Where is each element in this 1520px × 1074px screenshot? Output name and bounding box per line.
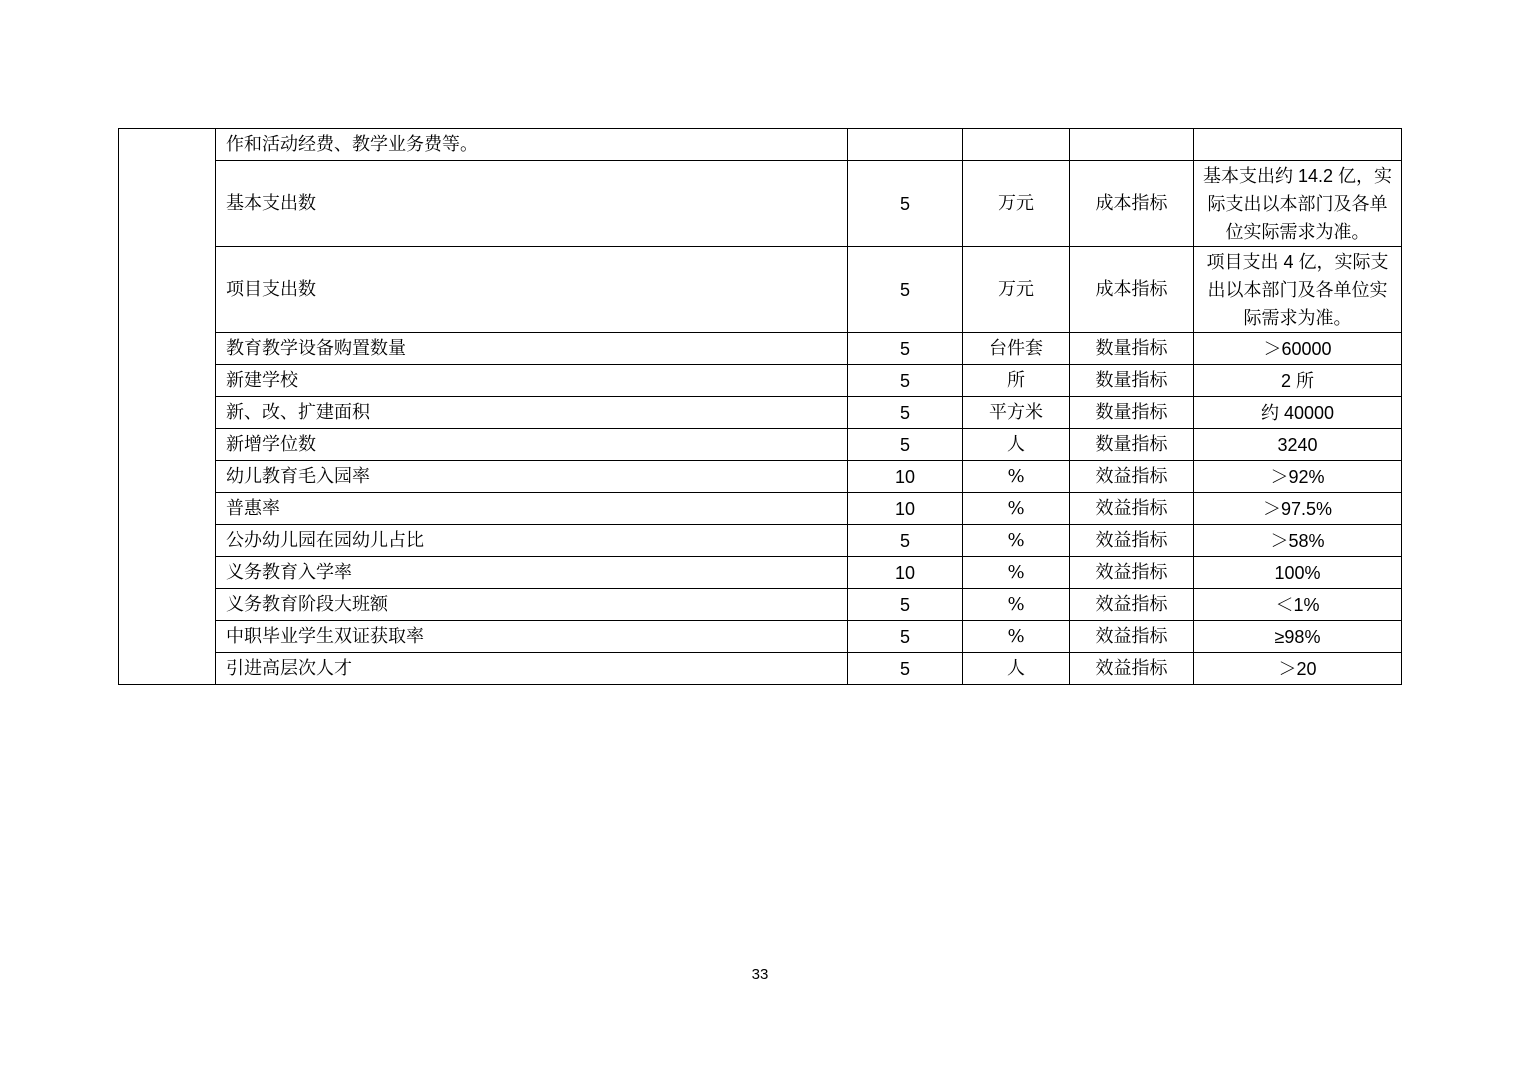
indicator-weight: 5 [848,589,963,621]
performance-indicator-table [118,128,1402,685]
table-row [119,429,1402,461]
table-row [119,397,1402,429]
indicator-type: 效益指标 [1070,621,1194,653]
indicator-value: 基本支出约 14.2 亿，实际支出以本部门及各单位实际需求为准。 [1194,161,1402,247]
indicator-weight: 5 [848,429,963,461]
indicator-name: 项目支出数 [216,247,848,333]
indicator-value: 2 所 [1194,365,1402,397]
indicator-name: 新建学校 [216,365,848,397]
indicator-unit: 平方米 [963,397,1070,429]
indicator-type: 数量指标 [1070,333,1194,365]
indicator-weight: 5 [848,365,963,397]
table-row [119,589,1402,621]
indicator-value: ＞92% [1194,461,1402,493]
indicator-unit: 台件套 [963,333,1070,365]
indicator-weight: 5 [848,247,963,333]
indicator-weight: 5 [848,333,963,365]
indicator-name: 作和活动经费、教学业务费等。 [216,129,848,161]
indicator-weight: 5 [848,525,963,557]
indicator-type: 数量指标 [1070,365,1194,397]
indicator-name: 中职毕业学生双证获取率 [216,621,848,653]
indicator-name: 教育教学设备购置数量 [216,333,848,365]
indicator-weight: 10 [848,493,963,525]
indicator-unit: % [963,461,1070,493]
indicator-name: 公办幼儿园在园幼儿占比 [216,525,848,557]
table-row [119,621,1402,653]
indicator-type: 效益指标 [1070,493,1194,525]
indicator-value: 3240 [1194,429,1402,461]
indicator-unit: % [963,621,1070,653]
indicator-weight: 5 [848,621,963,653]
indicator-name: 新、改、扩建面积 [216,397,848,429]
indicator-value: 100% [1194,557,1402,589]
table-row [119,365,1402,397]
indicator-value: ＞58% [1194,525,1402,557]
indicator-value: ＞97.5% [1194,493,1402,525]
table-row [119,461,1402,493]
merged-category-cell [119,129,216,685]
indicator-weight: 10 [848,557,963,589]
table-row [119,525,1402,557]
indicator-unit: 万元 [963,247,1070,333]
indicator-unit: % [963,525,1070,557]
indicator-weight: 10 [848,461,963,493]
indicator-unit [963,129,1070,161]
indicator-name: 引进高层次人才 [216,653,848,685]
table-row [119,557,1402,589]
indicator-unit: 所 [963,365,1070,397]
indicator-type: 成本指标 [1070,247,1194,333]
indicator-name: 幼儿教育毛入园率 [216,461,848,493]
indicator-name: 基本支出数 [216,161,848,247]
indicator-value: ＜1% [1194,589,1402,621]
indicator-unit: % [963,557,1070,589]
table-row [119,161,1402,247]
indicator-value: ＞20 [1194,653,1402,685]
indicator-weight [848,129,963,161]
indicator-name: 普惠率 [216,493,848,525]
page-number: 33 [751,966,769,983]
indicator-type: 效益指标 [1070,557,1194,589]
indicator-name: 义务教育阶段大班额 [216,589,848,621]
indicator-unit: 万元 [963,161,1070,247]
indicator-unit: 人 [963,429,1070,461]
indicator-weight: 5 [848,653,963,685]
indicator-unit: % [963,493,1070,525]
indicator-type: 成本指标 [1070,161,1194,247]
indicator-type: 效益指标 [1070,525,1194,557]
indicator-type: 数量指标 [1070,397,1194,429]
indicator-name: 义务教育入学率 [216,557,848,589]
indicator-weight: 5 [848,397,963,429]
indicator-value: 约 40000 [1194,397,1402,429]
indicator-type: 效益指标 [1070,589,1194,621]
indicator-value: 项目支出 4 亿，实际支出以本部门及各单位实际需求为准。 [1194,247,1402,333]
indicator-unit: % [963,589,1070,621]
indicator-name: 新增学位数 [216,429,848,461]
indicator-type: 效益指标 [1070,461,1194,493]
indicator-value [1194,129,1402,161]
indicator-value: ≥98% [1194,621,1402,653]
indicator-type [1070,129,1194,161]
indicator-weight: 5 [848,161,963,247]
indicator-type: 效益指标 [1070,653,1194,685]
table-row [119,493,1402,525]
indicator-type: 数量指标 [1070,429,1194,461]
table-row [119,653,1402,685]
table-row [119,129,1402,161]
table-row [119,333,1402,365]
indicator-value: ＞60000 [1194,333,1402,365]
indicator-unit: 人 [963,653,1070,685]
table-row [119,247,1402,333]
